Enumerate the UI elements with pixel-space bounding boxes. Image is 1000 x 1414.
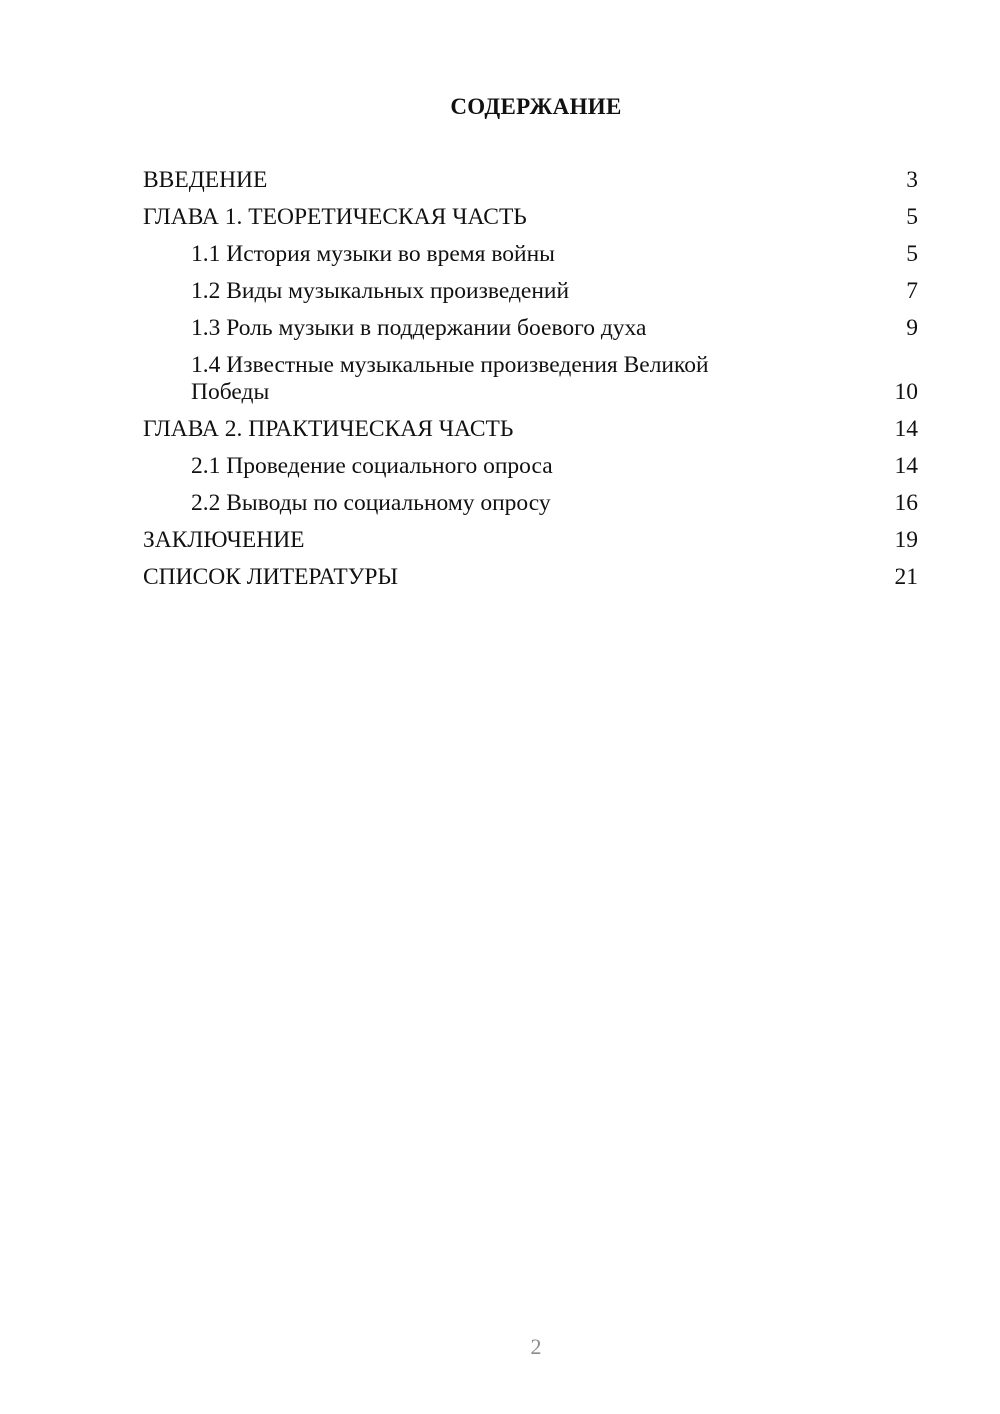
toc-entry-chapter-1[interactable] bbox=[143, 204, 918, 231]
toc-entry-chapter-2[interactable] bbox=[143, 416, 918, 443]
page-number: 2 bbox=[530, 1334, 542, 1359]
toc-entry-page: 7 bbox=[906, 278, 918, 304]
toc-entry-page: 5 bbox=[906, 204, 918, 230]
toc-entry-page: 5 bbox=[906, 241, 918, 267]
toc-entry-conclusion[interactable] bbox=[143, 527, 918, 554]
toc-entry-label: ГЛАВА 2. ПРАКТИЧЕСКАЯ ЧАСТЬ bbox=[143, 416, 514, 442]
toc-entry-label: 1.2 Виды музыкальных произведений bbox=[191, 278, 570, 304]
toc-entry-label: 1.3 Роль музыки в поддержании боевого духа bbox=[191, 315, 647, 341]
toc-entry-page: 3 bbox=[906, 167, 918, 193]
toc-entry-section-2-2[interactable] bbox=[143, 490, 918, 517]
toc-entry-label: ЗАКЛЮЧЕНИЕ bbox=[143, 527, 305, 553]
page-title: СОДЕРЖАНИЕ bbox=[450, 94, 622, 119]
toc-entry-section-1-1[interactable] bbox=[143, 241, 918, 268]
toc-entry-label: 1.4 Известные музыкальные произведения Великой Победы bbox=[191, 352, 709, 405]
toc-entry-section-1-3[interactable] bbox=[143, 315, 918, 342]
table-of-contents bbox=[143, 167, 918, 601]
toc-entry-introduction[interactable] bbox=[143, 167, 918, 194]
toc-entry-page: 16 bbox=[894, 490, 918, 516]
toc-entry-label: ГЛАВА 1. ТЕОРЕТИЧЕСКАЯ ЧАСТЬ bbox=[143, 204, 527, 230]
toc-entry-bibliography[interactable] bbox=[143, 564, 918, 591]
toc-entry-label: 2.2 Выводы по социальному опросу bbox=[191, 490, 551, 516]
toc-entry-section-1-2[interactable] bbox=[143, 278, 918, 305]
toc-entry-page: 21 bbox=[894, 564, 918, 590]
toc-entry-page: 14 bbox=[894, 453, 918, 479]
toc-entry-page: 9 bbox=[906, 315, 918, 341]
toc-entry-label: ВВЕДЕНИЕ bbox=[143, 167, 268, 193]
toc-entry-label: 2.1 Проведение социального опроса bbox=[191, 453, 553, 479]
toc-entry-label: СПИСОК ЛИТЕРАТУРЫ bbox=[143, 564, 398, 590]
toc-entry-section-2-1[interactable] bbox=[143, 453, 918, 480]
toc-entry-page: 14 bbox=[894, 416, 918, 442]
toc-entry-page: 19 bbox=[894, 527, 918, 553]
toc-entry-page: 10 bbox=[894, 379, 918, 405]
toc-entry-label: 1.1 История музыки во время войны bbox=[191, 241, 555, 267]
toc-entry-section-1-4[interactable] bbox=[143, 352, 918, 406]
